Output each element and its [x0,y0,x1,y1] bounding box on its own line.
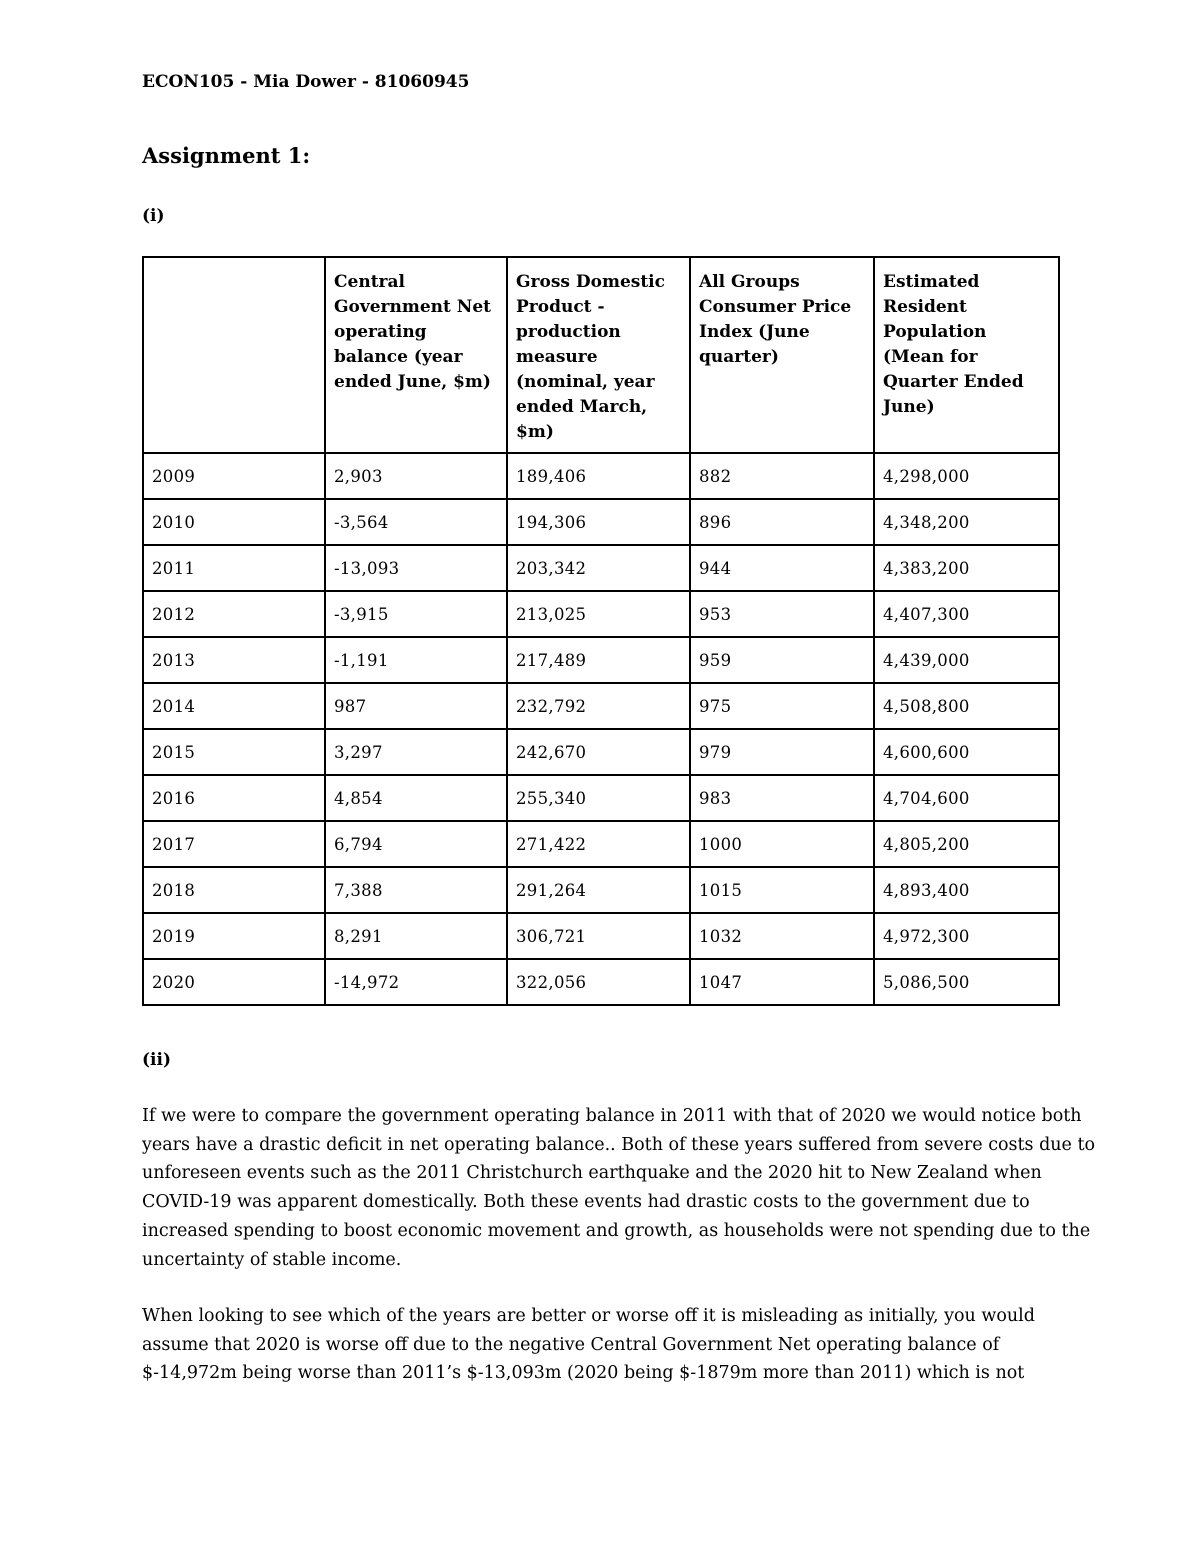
cell-operating-balance: 4,854 [325,775,507,821]
cell-population: 4,805,200 [874,821,1059,867]
cell-population: 4,893,400 [874,867,1059,913]
cell-population: 4,972,300 [874,913,1059,959]
cell-year: 2011 [143,545,325,591]
section-ii-label: (ii) [142,1050,172,1070]
cell-gdp: 291,264 [507,867,690,913]
cell-year: 2010 [143,499,325,545]
cell-operating-balance: 2,903 [325,453,507,499]
table-row [143,637,1059,683]
cell-operating-balance: -14,972 [325,959,507,1005]
header-population: Estimated Resident Population (Mean for Quarter Ended June) [874,257,1059,453]
cell-gdp: 217,489 [507,637,690,683]
cell-year: 2009 [143,453,325,499]
cell-gdp: 242,670 [507,729,690,775]
cell-cpi: 1032 [690,913,874,959]
cell-cpi: 983 [690,775,874,821]
cell-operating-balance: -3,564 [325,499,507,545]
table-row [143,545,1059,591]
paragraph-comparison [142,1102,1096,1274]
cell-operating-balance: 6,794 [325,821,507,867]
cell-population: 4,439,000 [874,637,1059,683]
table-row [143,729,1059,775]
cell-year: 2017 [143,821,325,867]
table-row [143,775,1059,821]
paragraph-analysis [142,1302,1072,1388]
cell-gdp: 189,406 [507,453,690,499]
cell-cpi: 1000 [690,821,874,867]
cell-year: 2015 [143,729,325,775]
cell-gdp: 322,056 [507,959,690,1005]
paragraph-line: If we were to compare the government operating balance in 2011 with that of 2020 we would notice both [142,1106,1082,1126]
cell-year: 2020 [143,959,325,1005]
table-row [143,499,1059,545]
cell-cpi: 975 [690,683,874,729]
cell-operating-balance: 7,388 [325,867,507,913]
paragraph-line: COVID-19 was apparent domestically. Both these events had drastic costs to the government due to [142,1192,1030,1213]
cell-population: 4,704,600 [874,775,1059,821]
cell-gdp: 271,422 [507,821,690,867]
cell-population: 4,508,800 [874,683,1059,729]
paragraph-line: increased spending to boost economic movement and growth, as households were not spending due to the [142,1220,1091,1241]
cell-population: 4,600,600 [874,729,1059,775]
cell-cpi: 896 [690,499,874,545]
cell-population: 4,298,000 [874,453,1059,499]
table-header-row [143,257,1059,453]
cell-year: 2016 [143,775,325,821]
cell-cpi: 1047 [690,959,874,1005]
paragraph-line: assume that 2020 is worse off due to the negative Central Government Net operating balance of [142,1334,1000,1355]
course-header: ECON105 - Mia Dower - 81060945 [142,72,470,92]
table-row [143,821,1059,867]
paragraph-line: years have a drastic deficit in net operating balance.. Both of these years suffered from severe costs due to [142,1134,1096,1155]
cell-operating-balance: 987 [325,683,507,729]
cell-operating-balance: -3,915 [325,591,507,637]
header-cpi: All Groups Consumer Price Index (June quarter) [690,257,874,453]
table-row [143,453,1059,499]
section-i-label: (i) [142,206,165,226]
cell-operating-balance: 8,291 [325,913,507,959]
cell-cpi: 1015 [690,867,874,913]
cell-operating-balance: -1,191 [325,637,507,683]
cell-gdp: 203,342 [507,545,690,591]
cell-gdp: 306,721 [507,913,690,959]
cell-operating-balance: 3,297 [325,729,507,775]
cell-cpi: 944 [690,545,874,591]
cell-year: 2019 [143,913,325,959]
paragraph-line: unforeseen events such as the 2011 Christchurch earthquake and the 2020 hit to New Zealand when [142,1163,1042,1184]
cell-population: 4,348,200 [874,499,1059,545]
cell-year: 2013 [143,637,325,683]
cell-population: 4,407,300 [874,591,1059,637]
header-gdp: Gross Domestic Product - production measure (nominal, year ended March, $m) [507,257,690,453]
cell-gdp: 232,792 [507,683,690,729]
cell-gdp: 194,306 [507,499,690,545]
cell-year: 2014 [143,683,325,729]
assignment-title: Assignment 1: [142,143,311,168]
paragraph-line: uncertainty of stable income. [142,1249,402,1270]
cell-year: 2018 [143,867,325,913]
table-row [143,683,1059,729]
cell-cpi: 882 [690,453,874,499]
table-row [143,913,1059,959]
header-operating-balance: Central Government Net operating balance (year ended June, $m) [325,257,507,453]
header-year [143,257,325,453]
paragraph-line: $-14,972m being worse than 2011’s $-13,093m (2020 being $-1879m more than 2011) which is not [142,1363,1025,1384]
cell-operating-balance: -13,093 [325,545,507,591]
economic-data-table [142,256,1060,1006]
cell-cpi: 979 [690,729,874,775]
cell-population: 5,086,500 [874,959,1059,1005]
cell-population: 4,383,200 [874,545,1059,591]
paragraph-line: When looking to see which of the years are better or worse off it is misleading as initially, you would [142,1306,1035,1326]
cell-gdp: 213,025 [507,591,690,637]
cell-gdp: 255,340 [507,775,690,821]
table-row [143,591,1059,637]
cell-cpi: 959 [690,637,874,683]
cell-year: 2012 [143,591,325,637]
table-row [143,959,1059,1005]
cell-cpi: 953 [690,591,874,637]
table-row [143,867,1059,913]
